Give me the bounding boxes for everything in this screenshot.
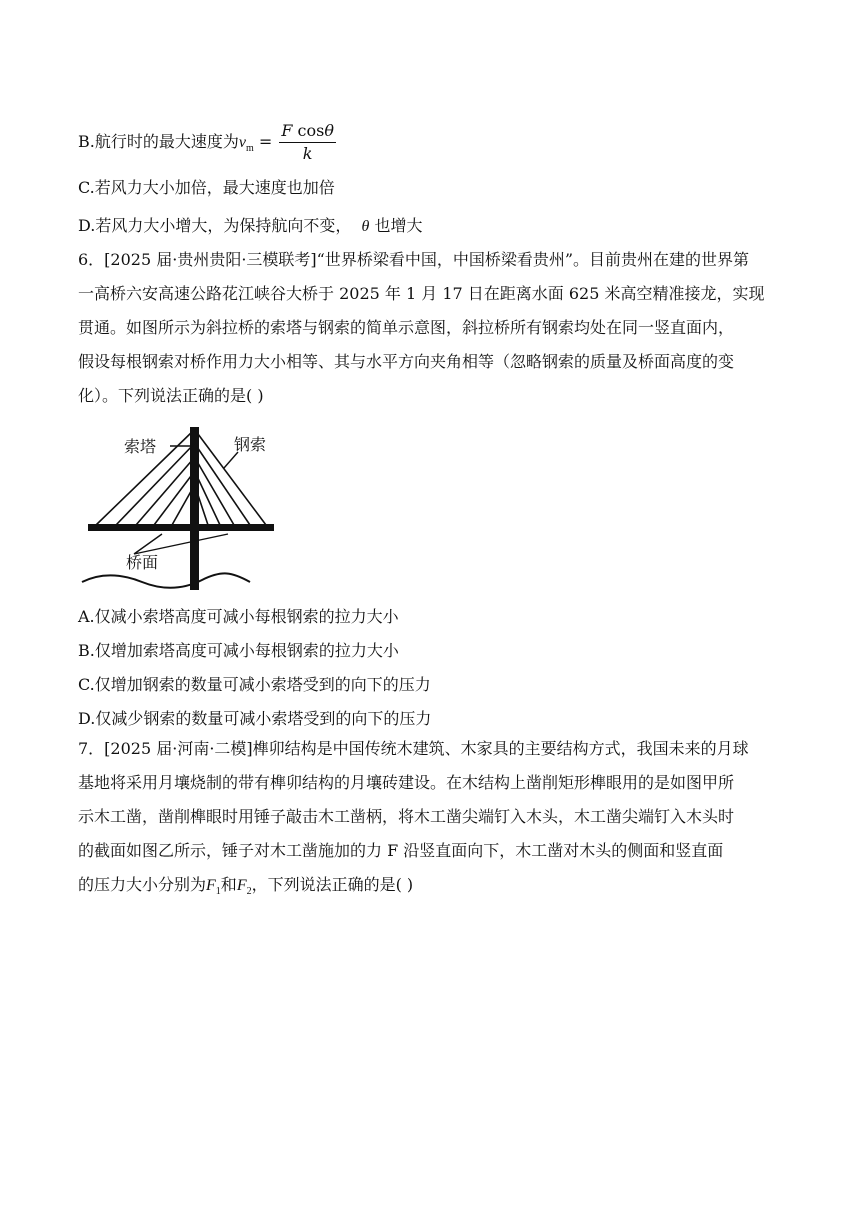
f1-symbol: $F_1$ <box>206 877 221 898</box>
q6-line: 化）。下列说法正确的是( ) <box>78 386 264 405</box>
option-d <box>78 216 423 237</box>
q6-option-d: D.仅减少钢索的数量可减小索塔受到的向下的压力 <box>78 709 432 728</box>
q6-line: 6．[2025 届·贵州贵阳·三模联考]“世界桥梁看中国，中国桥梁看贵州”。目前贵州在建的世界第 <box>78 250 750 269</box>
tower-label: 索塔 <box>124 439 157 456</box>
option-b-text: B.航行时的最大速度为 <box>78 132 239 151</box>
q7-line: 示木工凿，凿削榫眼时用锤子敲击木工凿柄，将木工凿尖端钉入木头，木工凿尖端钉入木头时 <box>78 807 735 826</box>
option-d-text: D.若风力大小增大，为保持航向不变， <box>78 216 352 235</box>
option-c: C.若风力大小加倍，最大速度也加倍 <box>78 178 335 197</box>
q6-line: 假设每根钢索对桥作用力大小相等、其与水平方向夹角相等（忽略钢索的质量及桥面高度的变 <box>78 352 735 371</box>
q6-option-a: A.仅减小索塔高度可减小每根钢索的拉力大小 <box>78 607 399 626</box>
water-wave <box>82 573 250 587</box>
f2-symbol: $F_2$ <box>236 877 252 898</box>
deck-leader <box>134 534 228 554</box>
equals-sign: = <box>253 132 278 151</box>
bridge-deck <box>88 524 274 531</box>
question-6 <box>78 243 788 413</box>
q7-line: 基地将采用月壤烧制的带有榫卯结构的月壤砖建设。在木结构上凿削矩形榫眼用的是如图甲所 <box>78 773 735 792</box>
q6-line: 贯通。如图所示为斜拉桥的索塔与钢索的简单示意图，斜拉桥所有钢索均处在同一竖直面内， <box>78 318 735 337</box>
tower <box>190 427 199 590</box>
question-7 <box>78 732 788 909</box>
v-symbol: $v_m$ <box>238 134 254 155</box>
option-b <box>78 120 336 171</box>
deck-label: 桥面 <box>126 555 159 572</box>
theta-symbol: θ <box>361 218 370 235</box>
q6-line: 一高桥六安高速公路花江峡谷大桥于 2025 年 1 月 17 日在距离水面 625 米高空精准接龙，实现 <box>78 284 765 303</box>
option-d-tail: 也增大 <box>374 216 423 235</box>
cable-label: 钢索 <box>234 437 267 454</box>
q7-line: 7．[2025 届·河南·二模]榫卯结构是中国传统木建筑、木家具的主要结构方式，我国未来的月球 <box>78 739 749 758</box>
q6-option-c: C.仅增加钢索的数量可减小索塔受到的向下的压力 <box>78 675 431 694</box>
fraction: $\frac{\text{F cosθ}}{k}$ <box>281 121 334 163</box>
cable-stayed-bridge-figure <box>78 422 278 594</box>
q7-last-line: 的压力大小分别为$F_1$和$F_2$，下列说法正确的是( ) <box>78 875 414 898</box>
q6-option-b: B.仅增加索塔高度可减小每根钢索的拉力大小 <box>78 641 399 660</box>
q7-line: 的截面如图乙所示，锤子对木工凿施加的力 F 沿竖直面向下，木工凿对木头的侧面和竖直面 <box>78 841 724 860</box>
cable-leader <box>224 452 238 468</box>
